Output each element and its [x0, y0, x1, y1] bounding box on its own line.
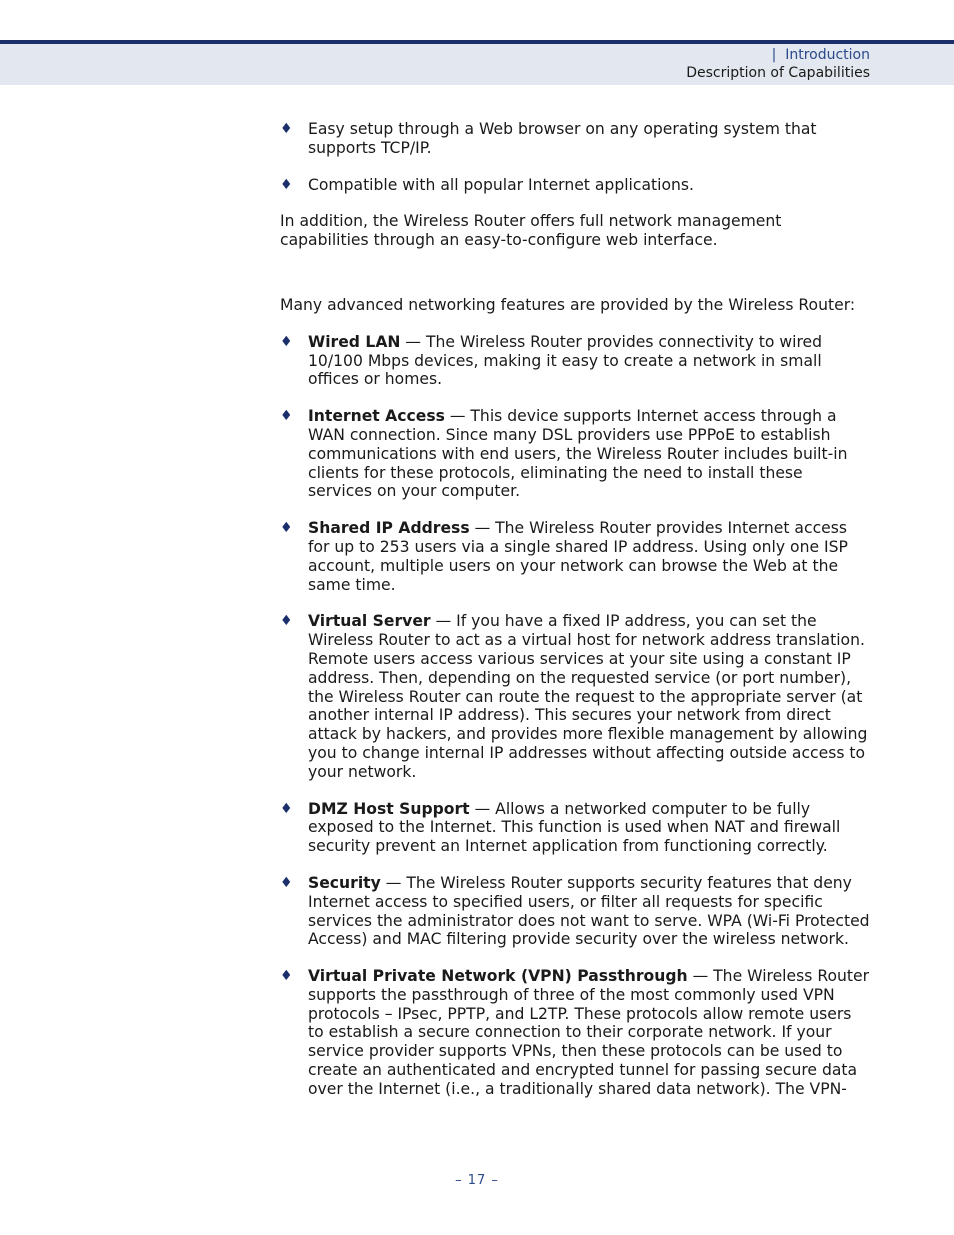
feature-text: If you have a fixed IP address, you can set the Wireless Router to act as a virtual host for network address translation. Remote users access various services at your site using a constant IP address. Then, depending on the requested service (or port number), the Wireless Router can route the request to the appropriate server (at another internal IP address). This secures your network from direct attack by hackers, and provides more flexible management by allowing you to change internal IP addresses without affecting outside access to your network.: [308, 612, 868, 781]
feature-text: The Wireless Router provides Internet access for up to 253 users via a single shared IP address. Using only one ISP account, multiple users on your network can browse the Web at the same time.: [308, 519, 848, 594]
diamond-bullet-icon: ♦: [280, 874, 293, 891]
feature-text: The Wireless Router provides connectivity to wired 10/100 Mbps devices, making it easy to create a network in small offices or homes.: [308, 332, 823, 389]
diamond-bullet-icon: ♦: [280, 333, 293, 350]
feature-item: [280, 612, 870, 781]
diamond-bullet-icon: ♦: [280, 613, 293, 630]
feature-item: [280, 407, 870, 501]
header-chapter: Introduction: [785, 47, 870, 63]
feature-item: [280, 800, 870, 856]
bullet-text: Compatible with all popular Internet applications.: [308, 175, 694, 194]
diamond-bullet-icon: ♦: [280, 520, 293, 537]
bullet-text: Easy setup through a Web browser on any operating system that supports TCP/IP.: [308, 120, 817, 157]
feature-title: Wired LAN: [308, 332, 401, 351]
diamond-bullet-icon: ♦: [280, 800, 293, 817]
feature-item: [280, 967, 870, 1099]
feature-dash: —: [380, 873, 407, 892]
feature-text: Allows a networked computer to be fully exposed to the Internet. This function is used when NAT and firewall security prevent an Internet application from functioning correctly.: [308, 799, 841, 856]
feature-dash: —: [430, 612, 457, 631]
header-chapter-line: [686, 46, 870, 64]
feature-dash: —: [444, 407, 471, 426]
feature-title: DMZ Host Support: [308, 799, 470, 818]
feature-title: Virtual Server: [308, 612, 431, 631]
diamond-bullet-icon: ♦: [280, 408, 293, 425]
feature-text: The Wireless Router supports security features that deny Internet access to specified users, or filter all requests for specific services the administrator does not want to serve. WPA (Wi-Fi Protected Access) and MAC filtering provide security over the wireless network.: [308, 873, 870, 949]
intro-bullet: [280, 176, 870, 195]
feature-item: [280, 874, 870, 949]
feature-dash: —: [687, 967, 714, 986]
diamond-bullet-icon: ♦: [280, 968, 293, 985]
feature-item: [280, 333, 870, 389]
features-intro-paragraph: Many advanced networking features are provided by the Wireless Router:: [280, 295, 856, 314]
intro-bullet: [280, 120, 870, 158]
header-section: Description of Capabilities: [686, 65, 870, 81]
header-separator: |: [771, 47, 777, 63]
diamond-bullet-icon: ♦: [280, 121, 293, 137]
feature-text: This device supports Internet access through a WAN connection. Since many DSL providers use PPPoE to establish communications with end users, the Wireless Router includes built-in clients for these protocols, eliminating the need to install these services on your computer.: [308, 407, 848, 501]
page-number: – 17 –: [455, 1173, 499, 1188]
feature-item: [280, 519, 870, 594]
feature-dash: —: [400, 332, 426, 351]
page-body: [280, 120, 870, 1117]
feature-dash: —: [469, 519, 496, 538]
feature-dash: —: [469, 799, 496, 818]
feature-text: The Wireless Router supports the passthrough of three of the most commonly used VPN protocols – IPsec, PPTP, and L2TP. These protocols allow remote users to establish a secure connection to their corporate network. If your service provider supports VPNs, then these protocols can be used to create an authenticated and encrypted tunnel for passing secure data over the Internet (i.e., a traditionally shared data network). The VPN-: [308, 967, 869, 1098]
intro-paragraph: In addition, the Wireless Router offers full network management capabilities through an easy-to-configure web interface.: [280, 212, 782, 250]
feature-title: Internet Access: [308, 407, 445, 426]
feature-title: Security: [308, 873, 381, 892]
feature-title: Shared IP Address: [308, 519, 470, 538]
diamond-bullet-icon: ♦: [280, 176, 293, 193]
section-spacer: [280, 268, 870, 296]
feature-title: Virtual Private Network (VPN) Passthrough: [308, 967, 688, 986]
running-header: [686, 46, 870, 82]
